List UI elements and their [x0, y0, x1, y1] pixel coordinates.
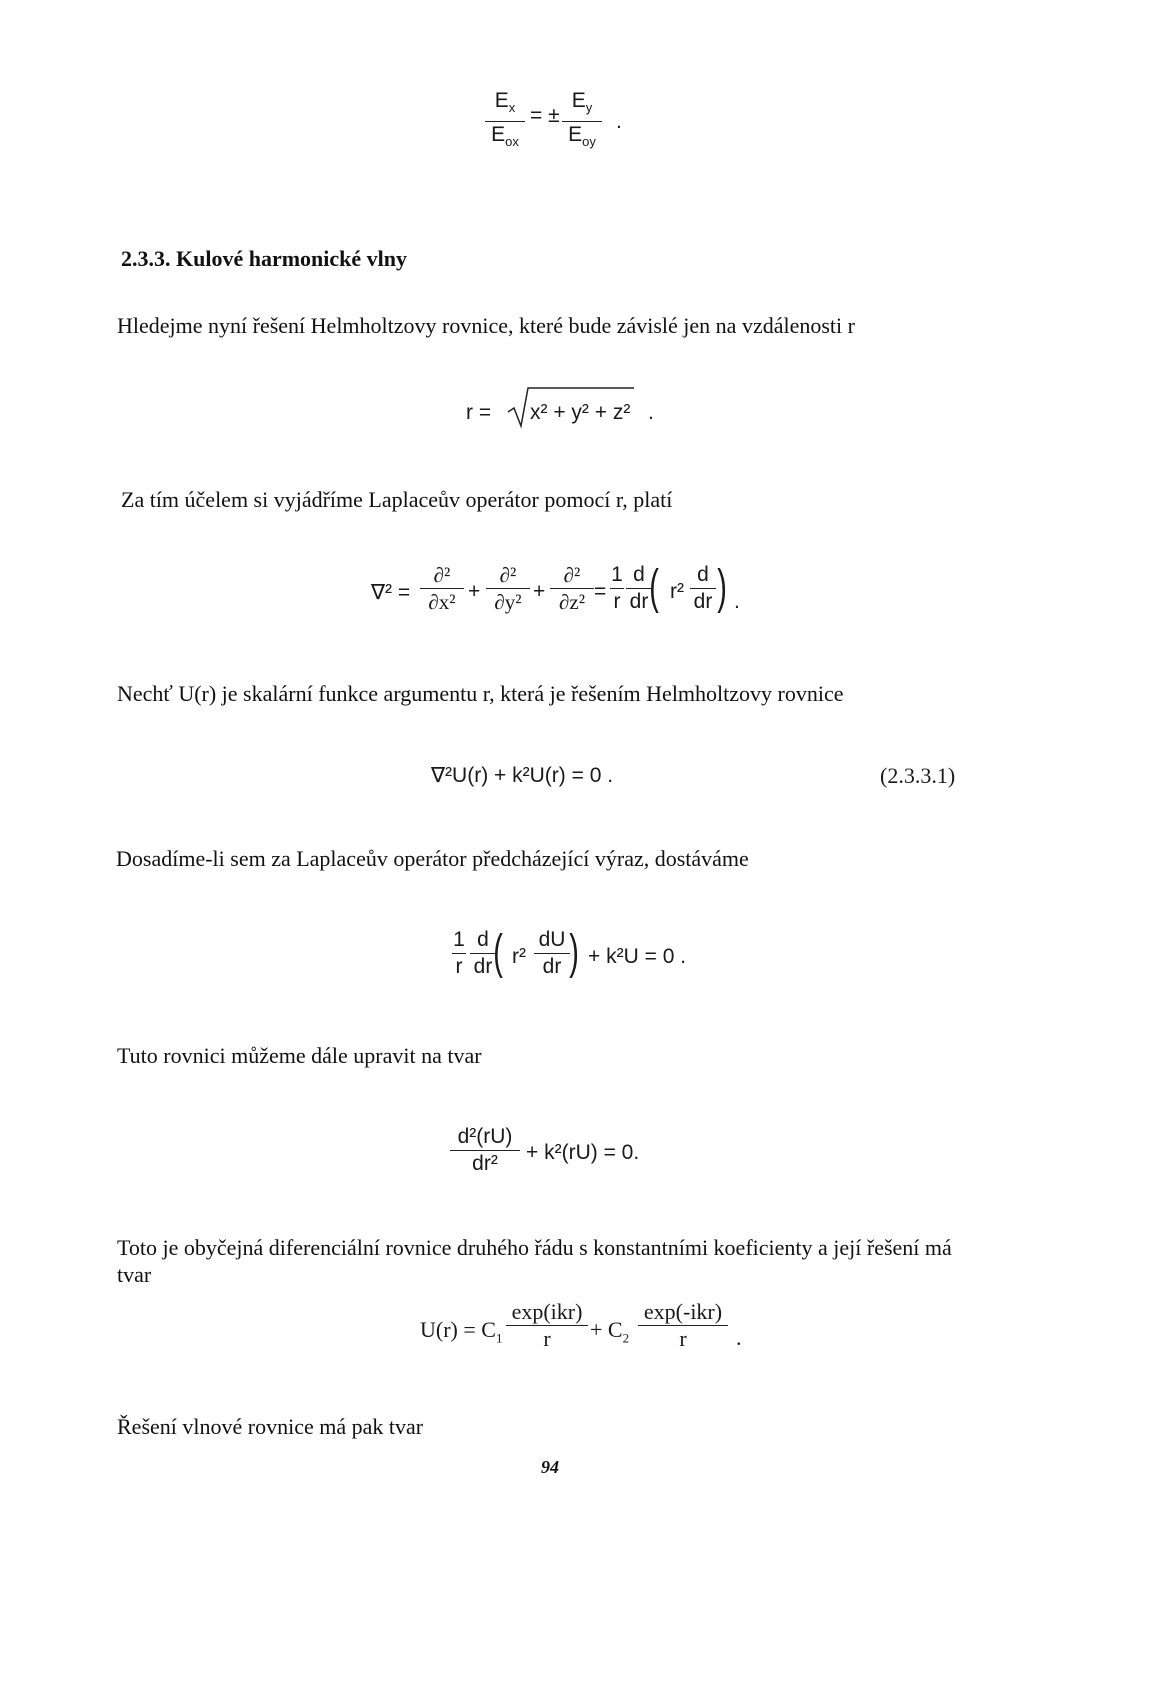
nabla-squared-lhs: ∇² = — [371, 581, 411, 604]
substituted-tail: + k²U = 0 . — [588, 945, 687, 968]
paragraph-4: Dosadíme-li sem za Laplaceův operátor předcházející výraz, dostáváme — [116, 846, 749, 871]
fraction-du-dr: dU dr — [534, 929, 570, 978]
paragraph-6-line-1: Toto je obyčejná diferenciální rovnice druhého řádu s konstantními koeficienty a její řešení má — [117, 1235, 952, 1260]
plus-2: + — [533, 580, 546, 603]
paragraph-7: Řešení vlnové rovnice má pak tvar — [117, 1414, 424, 1439]
equals: = — [594, 580, 607, 603]
paragraph-5: Tuto rovnici můžeme dále upravit na tvar — [117, 1043, 482, 1068]
fraction-ex-eox: $E_x$ $E_{ox}$ — [485, 90, 525, 153]
paragraph-1: Hledejme nyní řešení Helmholtzovy rovnice, které bude závislé jen na vzdálenosti r — [117, 313, 855, 338]
fraction-exp-neg-ikr: exp(-ikr) r — [638, 1301, 728, 1350]
second-order-tail: + k²(rU) = 0. — [526, 1141, 640, 1164]
r-squared: r² — [670, 580, 684, 603]
fraction-d2-dx2: ∂² ∂x² — [420, 564, 464, 613]
laplacian-period: . — [734, 590, 740, 613]
radius-lhs: r = — [466, 401, 492, 424]
page-number: 94 — [541, 1457, 559, 1477]
section-heading: 2.3.3. Kulové harmonické vlny — [121, 246, 408, 271]
left-paren: ( — [649, 561, 659, 614]
fraction-1-r-sub: 1 r — [453, 928, 465, 978]
fraction-d2-dy2: ∂² ∂y² — [486, 564, 530, 613]
plus-1: + — [468, 580, 481, 603]
fraction-1-r: 1 r — [611, 563, 623, 613]
solution-period: . — [736, 1325, 742, 1350]
solution-lhs: $U(r) = C_1$ — [420, 1317, 503, 1346]
fraction-d-dr: d dr — [626, 564, 652, 613]
paragraph-6-line-2: tvar — [117, 1262, 152, 1287]
fraction-d-dr-sub: d dr — [470, 929, 496, 978]
left-paren-sub: ( — [493, 926, 503, 979]
paragraph-3: Nechť U(r) je skalární funkce argumentu r, která je řešením Helmholtzovy rovnice — [117, 681, 844, 706]
paragraph-2: Za tím účelem si vyjádříme Laplaceův operátor pomocí r, platí — [121, 487, 673, 512]
fraction-exp-ikr: exp(ikr) r — [506, 1301, 588, 1350]
fraction-d-dr-inner: d dr — [690, 564, 716, 613]
right-paren-sub: ) — [569, 926, 579, 979]
fraction-d2ru-dr2: d²(rU) dr² — [450, 1126, 520, 1175]
fraction-d2-dz2: ∂² ∂z² — [550, 564, 594, 613]
radius-period: . — [648, 401, 654, 424]
r-squared-sub: r² — [512, 945, 526, 968]
fraction-ey-eoy: $E_y$ $E_{oy}$ — [562, 90, 602, 153]
helmholtz-expression: ∇²U(r) + k²U(r) = 0 . — [431, 764, 614, 787]
solution-mid: + $C_2$ — [590, 1317, 630, 1346]
equation-period: . — [616, 110, 622, 133]
radicand: x² + y² + z² — [530, 401, 631, 424]
right-paren: ) — [717, 561, 727, 614]
equation-number: (2.3.3.1) — [880, 763, 956, 788]
equals-plusminus: = ± — [530, 104, 560, 127]
